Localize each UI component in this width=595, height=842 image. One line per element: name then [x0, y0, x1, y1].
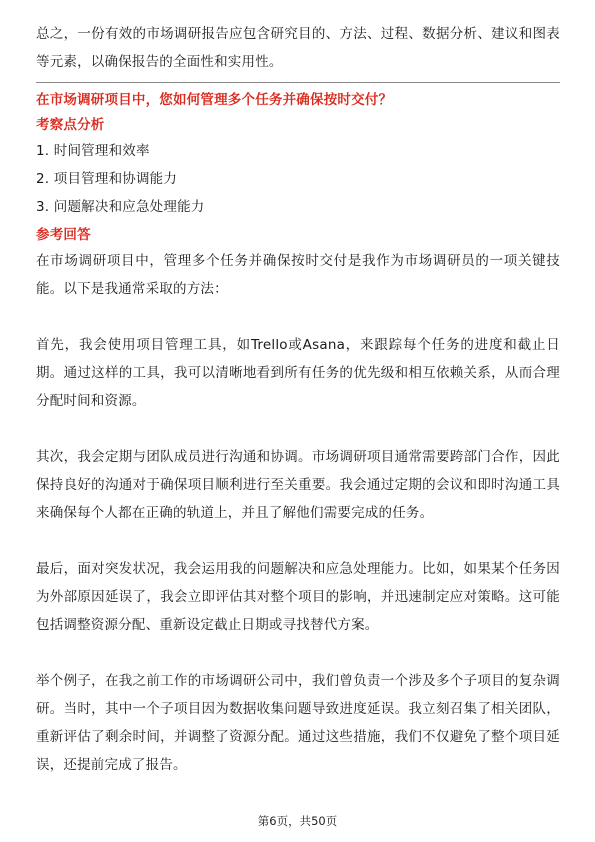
answer-paragraph: 最后，面对突发状况，我会运用我的问题解决和应急处理能力。比如，如果某个任务因为外部原因延误了，我会立即评估其对整个项目的影响，并迅速制定应对策略。这可能包括调整资源分配、重新设定截止日期或寻找替代方案。 [36, 561, 560, 633]
analysis-point: 3. 问题解决和应急处理能力 [36, 199, 205, 215]
page-content [36, 20, 560, 779]
answer-section [36, 223, 560, 779]
paragraph-gap [36, 639, 560, 667]
interview-question: 在市场调研项目中，您如何管理多个任务并确保按时交付？ [36, 92, 393, 108]
answer-title: 参考回答 [36, 227, 91, 243]
answer-paragraph: 其次，我会定期与团队成员进行沟通和协调。市场调研项目通常需要跨部门合作，因此保持良好的沟通对于确保项目顺利进行至关重要。我会通过定期的会议和即时沟通工具来确保每个人都在正确的轨道上，并且了解他们需要完成的任务。 [36, 449, 560, 521]
page-number-footer: 第6页，共50页 [257, 814, 338, 828]
analysis-point: 1. 时间管理和效率 [36, 143, 150, 159]
analysis-title: 考察点分析 [36, 117, 105, 133]
section-divider [36, 82, 560, 83]
analysis-point: 2. 项目管理和协调能力 [36, 171, 178, 187]
answer-paragraph: 在市场调研项目中，管理多个任务并确保按时交付是我作为市场调研员的一项关键技能。以下是我通常采取的方法： [36, 253, 560, 297]
paragraph-gap [36, 415, 560, 443]
paragraph-gap [36, 303, 560, 331]
answer-paragraph: 举个例子，在我之前工作的市场调研公司中，我们曾负责一个涉及多个子项目的复杂调研。当时，其中一个子项目因为数据收集问题导致进度延误。我立刻召集了相关团队，重新评估了剩余时间，并调整了资源分配。通过这些措施，我们不仅避免了整个项目延误，还提前完成了报告。 [36, 673, 560, 773]
intro-paragraph: 总之，一份有效的市场调研报告应包含研究目的、方法、过程、数据分析、建议和图表等元素，以确保报告的全面性和实用性。 [36, 26, 560, 70]
paragraph-gap [36, 527, 560, 555]
answer-paragraph: 首先，我会使用项目管理工具，如Trello或Asana，来跟踪每个任务的进度和截止日期。通过这样的工具，我可以清晰地看到所有任务的优先级和相互依赖关系，从而合理分配时间和资源。 [36, 337, 560, 409]
